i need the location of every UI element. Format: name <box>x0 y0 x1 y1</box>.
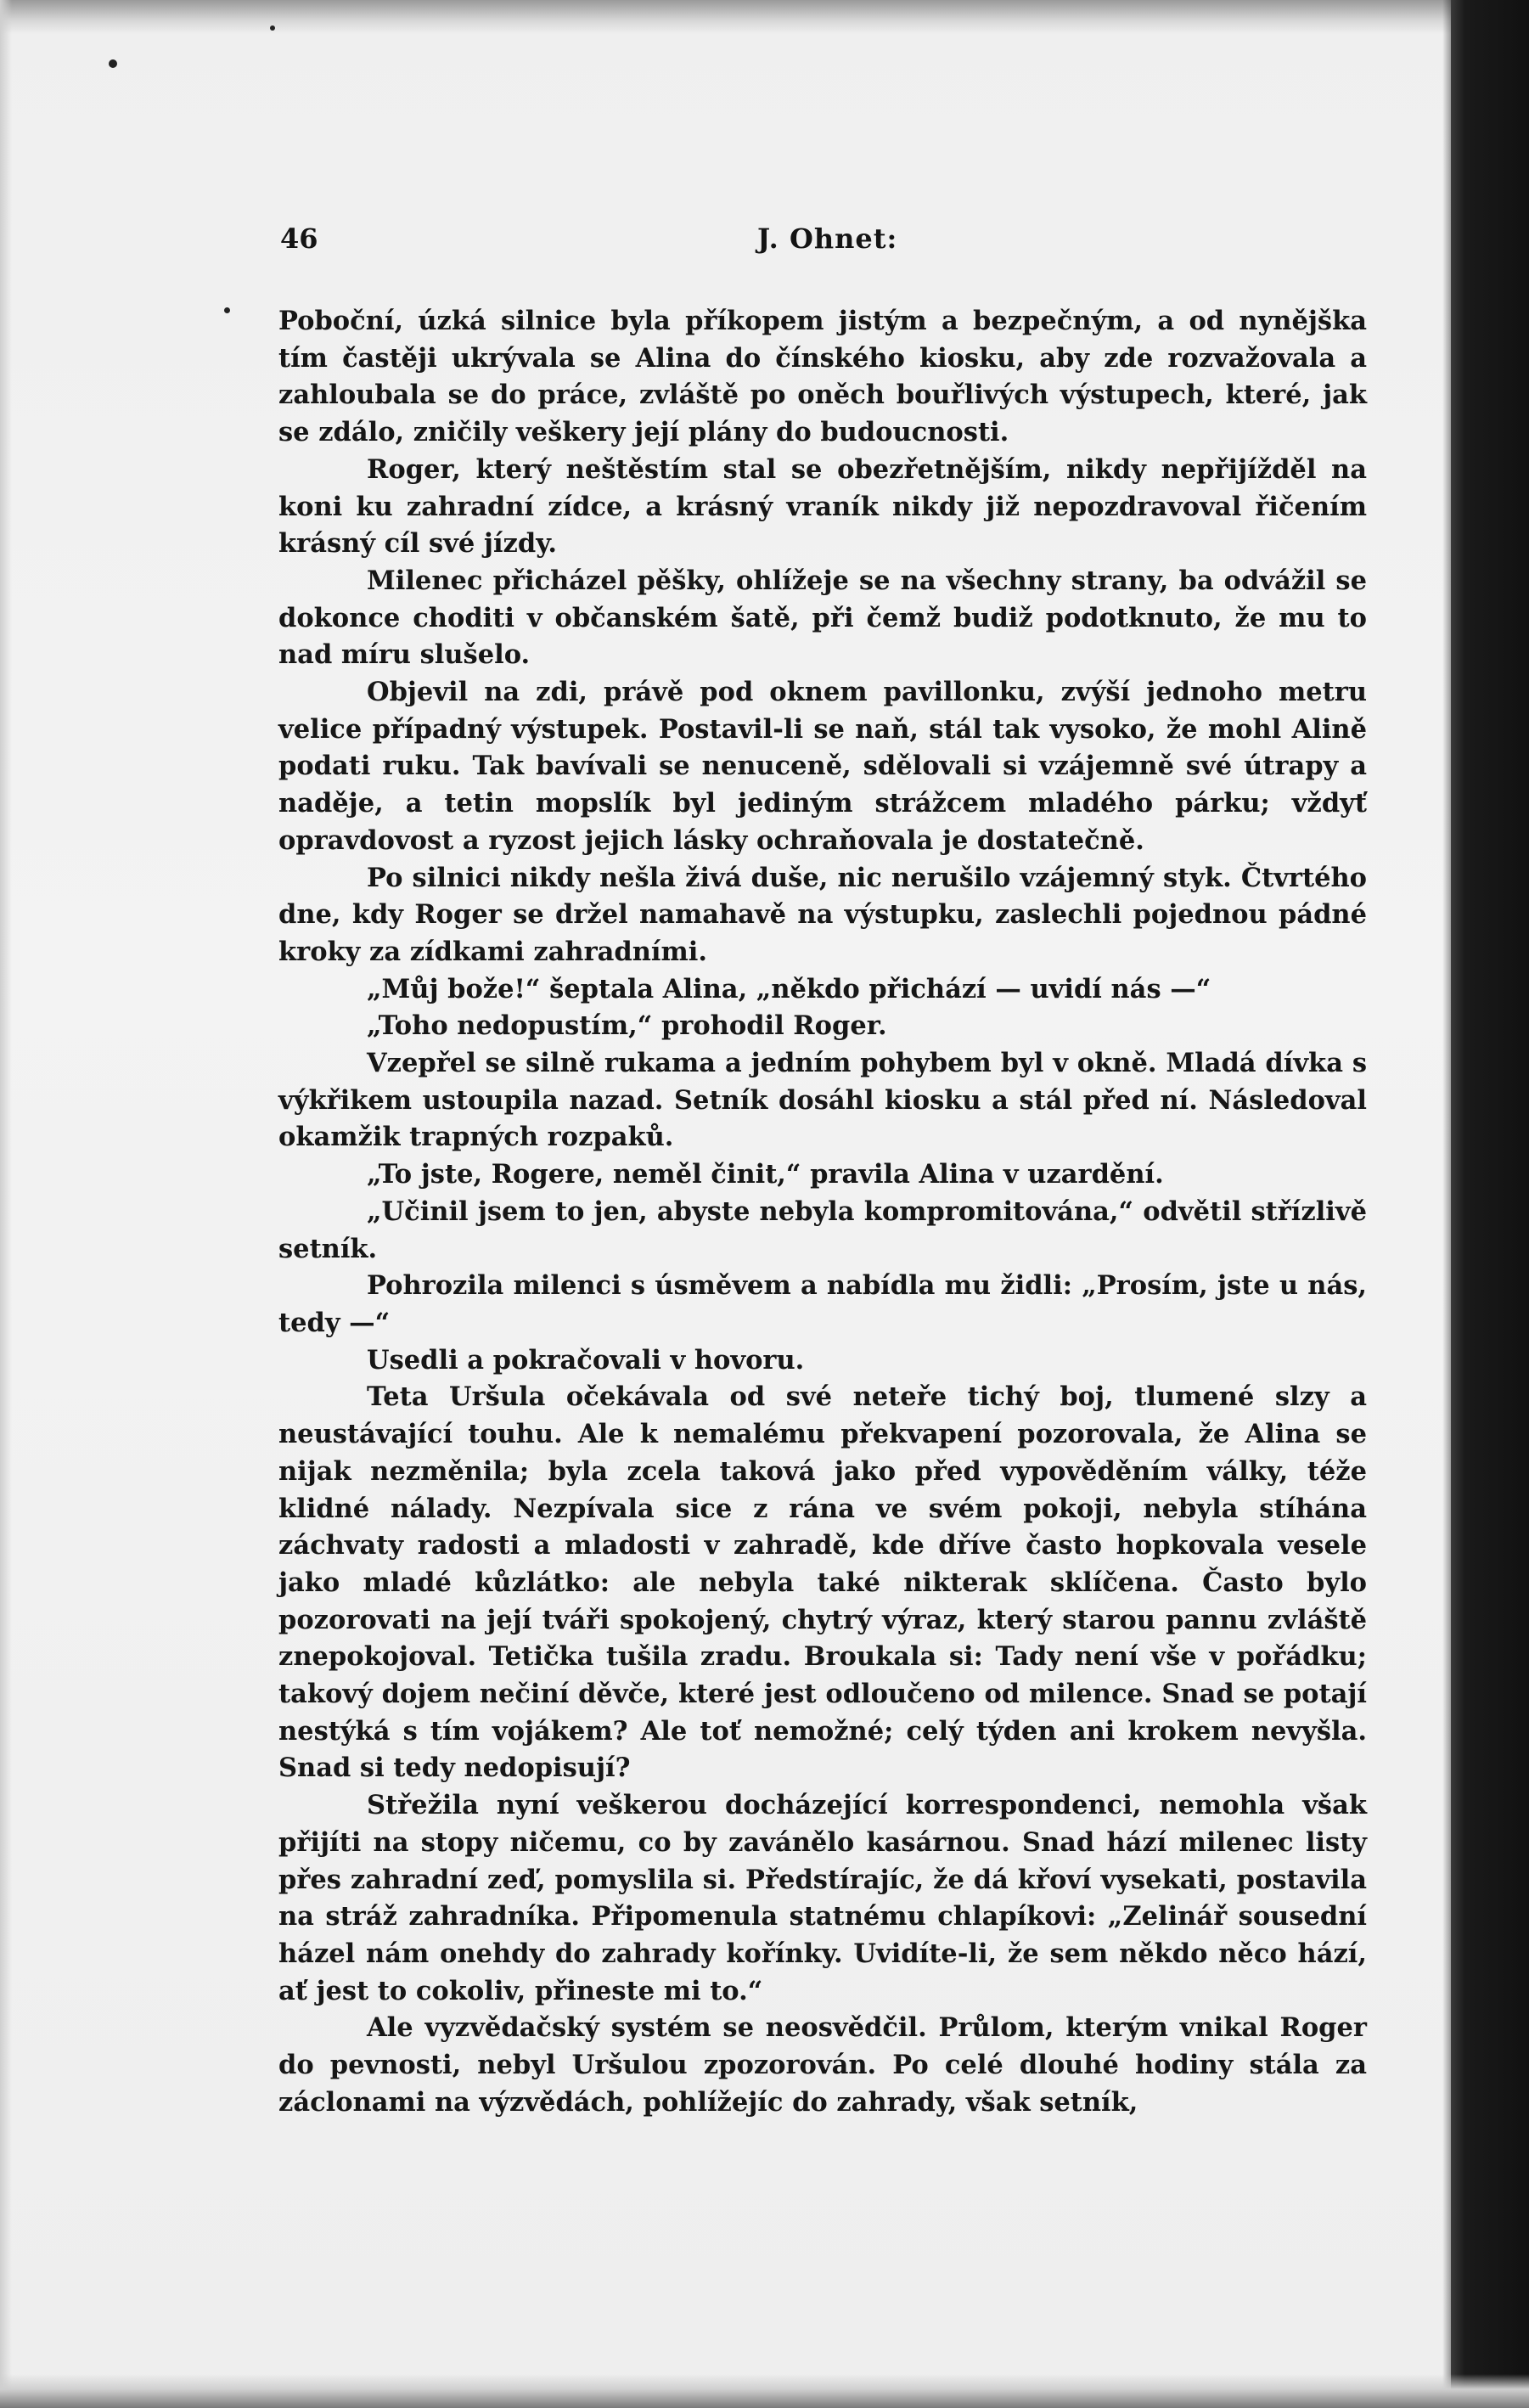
scan-speck <box>270 25 275 31</box>
scan-left-edge <box>0 0 12 2408</box>
scan-right-shadow <box>1442 0 1451 2408</box>
paragraph: Vzepřel se silně rukama a jedním pohybem byl v okně. Mladá dívka s výkřikem ustoupila nazad. Setník dosáhl kiosku a stál před ní. Následoval okamžik trapných rozpaků. <box>278 1048 1367 1153</box>
page-header <box>280 222 1367 256</box>
paragraph: „Toho nedopustím,“ prohodil Roger. <box>367 1010 887 1042</box>
scan-right-edge <box>1451 0 1529 2408</box>
paragraph: Ale vyzvědačský systém se neosvědčil. Průlom, kterým vnikal Roger do pevnosti, nebyl Uršulou zpozorován. Po celé dlouhé hodiny stála za záclonami na výzvědách, pohlížejíc do zahrady, však setník, <box>278 2012 1367 2118</box>
scan-speck <box>224 307 230 313</box>
running-head: J. Ohnet: <box>757 222 898 255</box>
body-text <box>278 303 1367 2121</box>
paragraph: Střežila nyní veškerou docházející korrespondenci, nemohla však přijíti na stopy ničemu, co by zavánělo kasárnou. Snad hází milenec listy přes zahradní zeď, pomyslila si. Předstírajíc, že dá křoví vysekati, postavila na stráž zahradníka. Připomenula statnému chlapíkovi: „Zelinář sousední házel nám onehdy do zahrady kořínky. Uvidíte-li, že sem někdo něco hází, ať jest to cokoliv, přineste mi to.“ <box>278 1790 1367 2006</box>
paragraph: „Učinil jsem to jen, abyste nebyla kompromitována,“ odvětil střízlivě setník. <box>278 1196 1367 1264</box>
paragraph: „Můj bože!“ šeptala Alina, „někdo přichází — uvidí nás —“ <box>367 973 1211 1004</box>
paragraph: Teta Uršula očekávala od své neteře tichý boj, tlumené slzy a neustávající touhu. Ale k nemalému překvapení pozorovala, že Alina se nijak nezměnila; byla zcela taková jako před vypověděním války, téže klidné nálady. Nezpívala sice z rána ve svém pokoji, nebyla stíhána záchvaty radosti a mladosti v zahradě, kde dříve často hopkovala vesele jako mladé kůzlátko: ale nebyla také nikterak sklíčena. Často bylo pozorovati na její tváři spokojený, chytrý výraz, který starou pannu zvláště znepokojoval. Tetička tušila zradu. Broukala si: Tady není vše v pořádku; takový dojem nečiní děvče, které jest odloučeno od milence. Snad se potají nestýká s tím vojákem? Ale toť nemožné; celý týden ani krokem nevyšla. Snad si tedy nedopisují? <box>278 1381 1367 1784</box>
paragraph: Objevil na zdi, právě pod oknem pavillonku, zvýší jednoho metru velice případný výstupek. Postavil-li se naň, stál tak vysoko, že mohl Alině podati ruku. Tak bavívali se nenuceně, sdělovali si vzájemně své útrapy a naděje, a tetin mopslík byl jediným strážcem mladého párku; vždyť opravdovost a ryzost jejich lásky ochraňovala je dostatečně. <box>278 677 1367 856</box>
scan-speck <box>109 59 117 68</box>
scan-top-edge <box>0 0 1529 34</box>
scan-bottom-edge <box>0 2374 1529 2408</box>
paragraph: Roger, který neštěstím stal se obezřetnějším, nikdy nepřijížděl na koni ku zahradní zídce, a krásný vraník nikdy již nepozdravoval řičením krásný cíl své jízdy. <box>278 453 1367 560</box>
page-number: 46 <box>280 222 318 255</box>
paragraph: „To jste, Rogere, neměl činit,“ pravila Alina v uzardění. <box>367 1159 1164 1190</box>
paragraph: Pohrozila milenci s úsměvem a nabídla mu židli: „Prosím, jste u nás, tedy —“ <box>278 1270 1367 1338</box>
paragraph: Po silnici nikdy nešla živá duše, nic nerušilo vzájemný styk. Čtvrtého dne, kdy Roger se držel namahavě na výstupku, zaslechli pojednou pádné kroky za zídkami zahradními. <box>278 862 1367 967</box>
paragraph: Poboční, úzká silnice byla příkopem jistým a bezpečným, a od nynějška tím častěji ukrývala se Alina do čínského kiosku, aby zde rozvažovala a zahloubala se do práce, zvláště po oněch bouřlivých výstupech, které, jak se zdálo, zničily veškery její plány do budoucnosti. <box>278 306 1367 448</box>
paragraph: Milenec přicházel pěšky, ohlížeje se na všechny strany, ba odvážil se dokonce choditi v občanském šatě, při čemž budiž podotknuto, že mu to nad míru slušelo. <box>278 565 1367 671</box>
paragraph: Usedli a pokračovali v hovoru. <box>367 1344 805 1376</box>
